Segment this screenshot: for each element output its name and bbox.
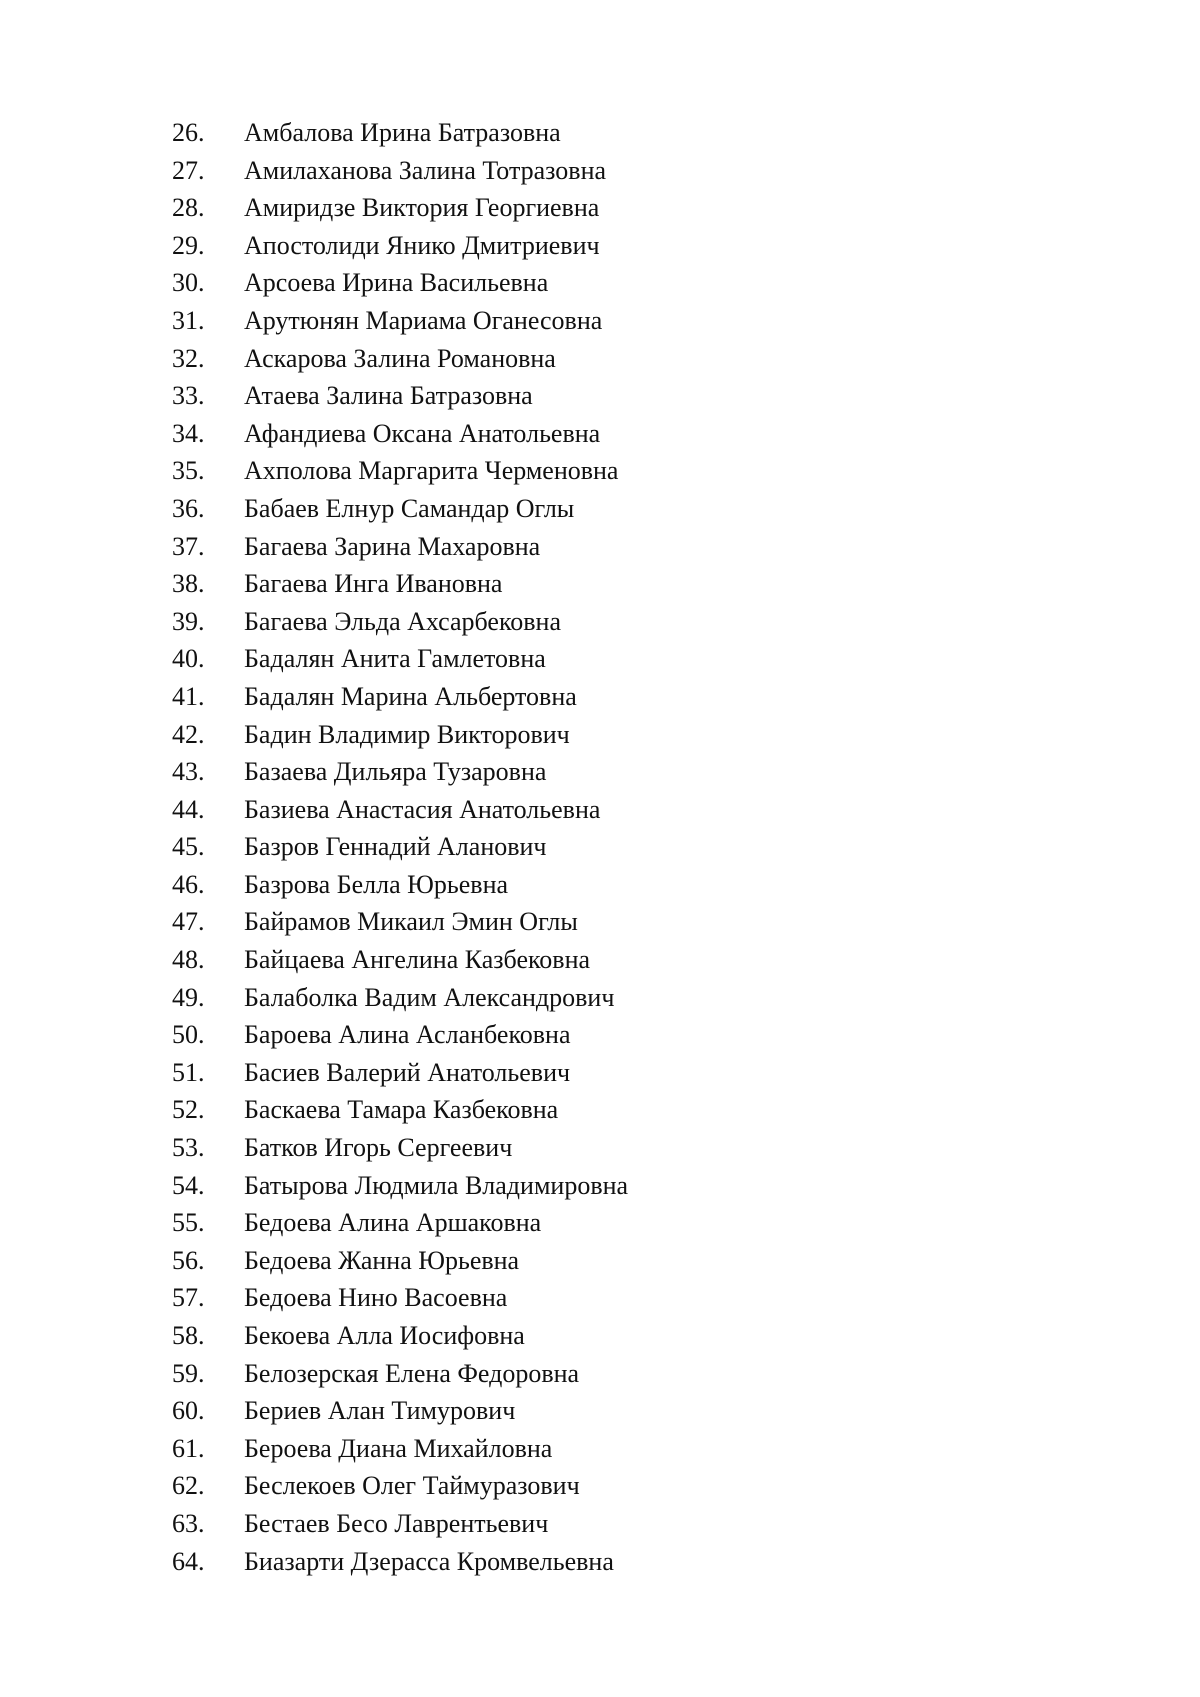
list-item-number: 31.: [172, 305, 205, 335]
list-item-name: Батырова Людмила Владимировна: [244, 1170, 629, 1200]
list-item: [172, 791, 628, 829]
list-item: [172, 1543, 628, 1581]
list-item: [172, 941, 628, 979]
list-item: [172, 1204, 628, 1242]
list-item-name: Багаева Инга Ивановна: [244, 569, 503, 599]
list-item: [172, 603, 628, 641]
list-item-number: 35.: [172, 456, 205, 486]
list-item-number: 54.: [172, 1170, 205, 1200]
list-item: [172, 1167, 628, 1205]
list-item-number: 48.: [172, 945, 205, 975]
list-item-name: Бедоева Нино Васоевна: [244, 1283, 508, 1313]
list-item-name: Ахполова Маргарита Черменовна: [244, 456, 619, 486]
list-item: [172, 1317, 628, 1355]
list-item: [172, 1279, 628, 1317]
list-item-name: Баскаева Тамара Казбековна: [244, 1095, 559, 1125]
list-item-name: Аскарова Залина Романовна: [244, 343, 556, 373]
list-item: [172, 1430, 628, 1468]
list-item-name: Бедоева Жанна Юрьевна: [244, 1245, 520, 1275]
list-item-name: Амилаханова Залина Тотразовна: [244, 155, 607, 185]
list-item-name: Базиева Анастасия Анатольевна: [244, 794, 601, 824]
list-item-name: Багаева Зарина Махаровна: [244, 531, 541, 561]
list-item-number: 28.: [172, 193, 205, 223]
list-item-number: 45.: [172, 832, 205, 862]
list-item-number: 29.: [172, 230, 205, 260]
list-item-name: Амбалова Ирина Батразовна: [244, 118, 561, 147]
list-item: [172, 828, 628, 866]
list-item: [172, 640, 628, 678]
list-item: [172, 1505, 628, 1543]
list-item-name: Базаева Дильяра Тузаровна: [244, 757, 547, 787]
list-item-number: 60.: [172, 1396, 205, 1426]
list-item: [172, 903, 628, 941]
list-item: [172, 189, 628, 227]
list-item-number: 57.: [172, 1283, 205, 1313]
list-item-number: 26.: [172, 118, 205, 147]
list-item-number: 30.: [172, 268, 205, 298]
list-item-name: Балаболка Вадим Александрович: [244, 982, 615, 1012]
list-item-name: Бабаев Елнур Самандар Оглы: [244, 493, 575, 523]
list-item-name: Бестаев Бесо Лаврентьевич: [244, 1508, 549, 1538]
list-item-name: Бериев Алан Тимурович: [244, 1396, 516, 1426]
list-item-number: 56.: [172, 1245, 205, 1275]
list-item-number: 59.: [172, 1358, 205, 1388]
list-item-number: 36.: [172, 493, 205, 523]
list-item-number: 61.: [172, 1433, 205, 1463]
list-item-name: Арсоева Ирина Васильевна: [244, 268, 549, 298]
list-item: [172, 152, 628, 190]
list-item: [172, 528, 628, 566]
list-item-name: Бероева Диана Михайловна: [244, 1433, 553, 1463]
list-item: [172, 452, 628, 490]
list-item-number: 51.: [172, 1057, 205, 1087]
list-item-name: Базрова Белла Юрьевна: [244, 869, 509, 899]
list-item-number: 44.: [172, 794, 205, 824]
list-item-number: 41.: [172, 681, 205, 711]
list-item: [172, 1355, 628, 1393]
list-item: [172, 415, 628, 453]
list-item: [172, 866, 628, 904]
list-item: [172, 1129, 628, 1167]
list-item: [172, 490, 628, 528]
list-item-name: Белозерская Елена Федоровна: [244, 1358, 580, 1388]
list-item-name: Байцаева Ангелина Казбековна: [244, 945, 591, 975]
list-item: [172, 1392, 628, 1430]
list-item-number: 43.: [172, 757, 205, 787]
list-item-number: 37.: [172, 531, 205, 561]
list-item-name: Апостолиди Янико Дмитриевич: [244, 230, 600, 260]
list-item: [172, 264, 628, 302]
list-item-name: Батков Игорь Сергеевич: [244, 1133, 513, 1163]
list-item-number: 32.: [172, 343, 205, 373]
list-item-number: 55.: [172, 1208, 205, 1238]
list-item-name: Бекоева Алла Иосифовна: [244, 1321, 525, 1350]
list-item: [172, 302, 628, 340]
list-item-number: 42.: [172, 719, 205, 749]
list-item: [172, 1054, 628, 1092]
list-item: [172, 114, 628, 152]
list-item-number: 47.: [172, 907, 205, 937]
list-item-number: 38.: [172, 569, 205, 599]
list-item-number: 58.: [172, 1321, 205, 1350]
list-item-name: Арутюнян Мариама Оганесовна: [244, 305, 603, 335]
list-item: [172, 1016, 628, 1054]
list-item-number: 39.: [172, 606, 205, 636]
list-item: [172, 340, 628, 378]
list-item: [172, 377, 628, 415]
list-item: [172, 565, 628, 603]
list-item-number: 49.: [172, 982, 205, 1012]
list-item-name: Байрамов Микаил Эмин Оглы: [244, 907, 578, 937]
list-item: [172, 1091, 628, 1129]
list-item-name: Бадалян Марина Альбертовна: [244, 681, 577, 711]
list-item: [172, 979, 628, 1017]
list-item-name: Бедоева Алина Аршаковна: [244, 1208, 542, 1238]
list-item-name: Амиридзе Виктория Георгиевна: [244, 193, 600, 223]
list-item-name: Атаева Залина Батразовна: [244, 381, 533, 411]
list-item: [172, 678, 628, 716]
list-item-name: Бароева Алина Асланбековна: [244, 1020, 571, 1050]
list-item-number: 50.: [172, 1020, 205, 1050]
name-list: [172, 114, 628, 1580]
list-item-number: 62.: [172, 1471, 205, 1501]
list-item: [172, 716, 628, 754]
list-item-number: 64.: [172, 1546, 205, 1576]
list-item: [172, 227, 628, 265]
list-item-number: 40.: [172, 644, 205, 674]
list-item-number: 52.: [172, 1095, 205, 1125]
list-item-number: 34.: [172, 418, 205, 448]
list-item-name: Базров Геннадий Аланович: [244, 832, 547, 862]
list-item-name: Басиев Валерий Анатольевич: [244, 1057, 571, 1087]
list-item-name: Беслекоев Олег Таймуразович: [244, 1471, 580, 1501]
list-item-number: 63.: [172, 1508, 205, 1538]
list-item: [172, 753, 628, 791]
list-item: [172, 1467, 628, 1505]
list-item-number: 53.: [172, 1133, 205, 1163]
list-item: [172, 1242, 628, 1280]
list-item-name: Афандиева Оксана Анатольевна: [244, 418, 601, 448]
list-item-number: 27.: [172, 155, 205, 185]
list-item-name: Бадин Владимир Викторович: [244, 719, 570, 749]
list-item-name: Багаева Эльда Ахсарбековна: [244, 606, 562, 636]
list-item-number: 33.: [172, 381, 205, 411]
list-item-name: Бадалян Анита Гамлетовна: [244, 644, 546, 674]
list-item-name: Биазарти Дзерасса Кромвельевна: [244, 1546, 614, 1576]
list-item-number: 46.: [172, 869, 205, 899]
